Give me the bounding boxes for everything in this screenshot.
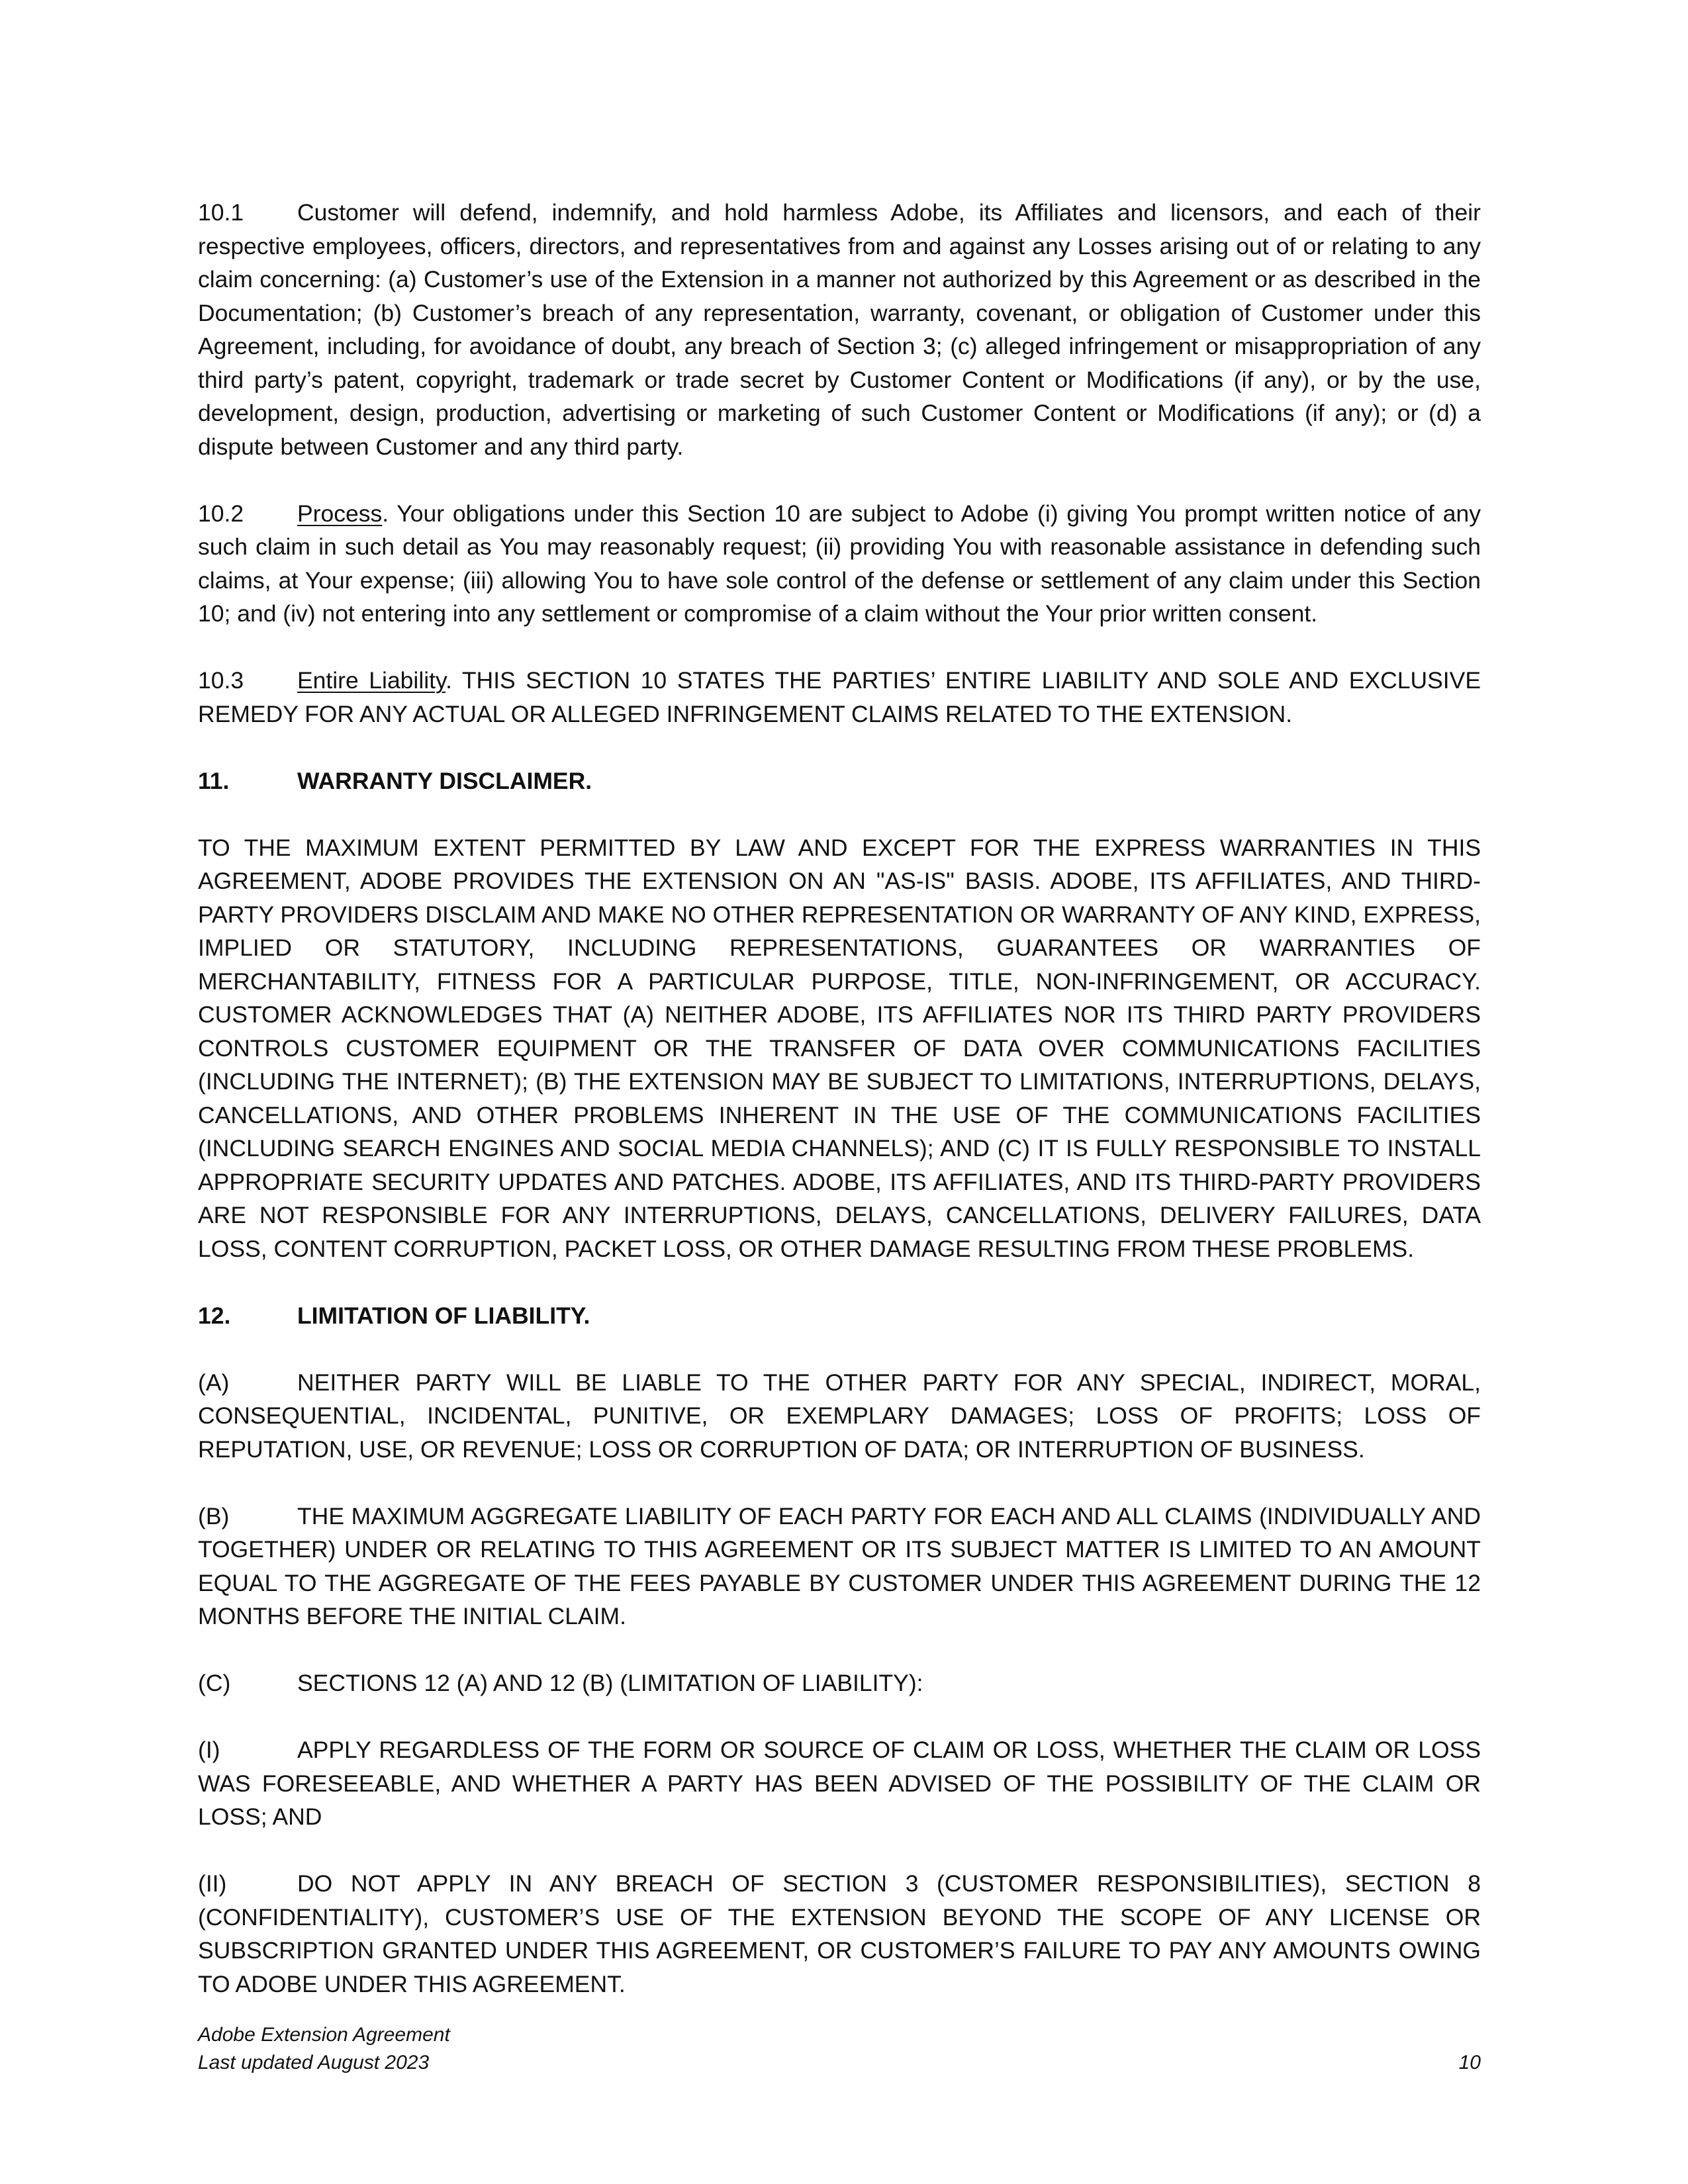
section-heading: WARRANTY DISCLAIMER. [297, 767, 592, 794]
section-number: 12. [198, 1302, 231, 1329]
section-text: Customer will defend, indemnify, and hold harmless Adobe, its Affiliates and licensors, and each of their respective employees, officers, directors, and representatives from and against any Losses arising out of or relating to any claim concerning: (a) Customer’s use of the Extension in a manner not authorized by this Agreement or as described in the Documentation; (b) Customer’s breach of any representation, warranty, covenant, or obligation of Customer under this Agreement, including, for avoidance of doubt, any breach of Section 3; (c) alleged infringement or misappropriation of any third party’s patent, copyright, trademark or trade secret by Customer Content or Modifications (if any), or by the use, development, design, production, advertising or marketing of such Customer Content or Modifications (if any); or (d) a dispute between Customer and any third party. [198, 199, 1481, 460]
section-title: Entire Liability [297, 667, 446, 694]
document-body [198, 196, 1481, 2034]
footer-last-updated: Last updated August 2023 [198, 2052, 430, 2073]
section-10-3 [198, 664, 1481, 731]
clause-12-b [198, 1500, 1481, 1633]
section-number: 11. [198, 767, 230, 794]
clause-12-a [198, 1366, 1481, 1467]
section-text: TO THE MAXIMUM EXTENT PERMITTED BY LAW AND EXCEPT FOR THE EXPRESS WARRANTIES IN THIS AGREEMENT, ADOBE PROVIDES THE EXTENSION ON AN "AS-IS" BASIS. ADOBE, ITS AFFILIATES, AND THIRD-PARTY PROVIDERS DISCLAIM AND MAKE NO OTHER REPRESENTATION OR WARRANTY OF ANY KIND, EXPRESS, IMPLIED OR STATUTORY, INCLUDING REPRESENTATIONS, GUARANTEES OR WARRANTIES OF MERCHANTABILITY, FITNESS FOR A PARTICULAR PURPOSE, TITLE, NON-INFRINGEMENT, OR ACCURACY. CUSTOMER ACKNOWLEDGES THAT (A) NEITHER ADOBE, ITS AFFILIATES NOR ITS THIRD PARTY PROVIDERS CONTROLS CUSTOMER EQUIPMENT OR THE TRANSFER OF DATA OVER COMMUNICATIONS FACILITIES (INCLUDING THE INTERNET); (B) THE EXTENSION MAY BE SUBJECT TO LIMITATIONS, INTERRUPTIONS, DELAYS, CANCELLATIONS, AND OTHER PROBLEMS INHERENT IN THE USE OF THE COMMUNICATIONS FACILITIES (INCLUDING SEARCH ENGINES AND SOCIAL MEDIA CHANNELS); AND (C) IT IS FULLY RESPONSIBLE TO INSTALL APPROPRIATE SECURITY UPDATES AND PATCHES. ADOBE, ITS AFFILIATES, AND ITS THIRD-PARTY PROVIDERS ARE NOT RESPONSIBLE FOR ANY INTERRUPTIONS, DELAYS, CANCELLATIONS, DELIVERY FAILURES, DATA LOSS, CONTENT CORRUPTION, PACKET LOSS, OR OTHER DAMAGE RESULTING FROM THESE PROBLEMS. [198, 834, 1481, 1262]
section-number: 10.2 [198, 500, 244, 527]
clause-number: (A) [198, 1369, 230, 1396]
clause-text: THE MAXIMUM AGGREGATE LIABILITY OF EACH PARTY FOR EACH AND ALL CLAIMS (INDIVIDUALLY AND TOGETHER) UNDER OR RELATING TO THIS AGREEMENT OR ITS SUBJECT MATTER IS LIMITED TO AN AMOUNT EQUAL TO THE AGGREGATE OF THE FEES PAYABLE BY CUSTOMER UNDER THIS AGREEMENT DURING THE 12 MONTHS BEFORE THE INITIAL CLAIM. [198, 1502, 1481, 1629]
section-heading: LIMITATION OF LIABILITY. [297, 1302, 590, 1329]
clause-12-c-ii [198, 1867, 1481, 2001]
clause-text: DO NOT APPLY IN ANY BREACH OF SECTION 3 (CUSTOMER RESPONSIBILITIES), SECTION 8 (CONFIDENTIALITY), CUSTOMER’S USE OF THE EXTENSION BEYOND THE SCOPE OF ANY LICENSE OR SUBSCRIPTION GRANTED UNDER THIS AGREEMENT, OR CUSTOMER’S FAILURE TO PAY ANY AMOUNTS OWING TO ADOBE UNDER THIS AGREEMENT. [198, 1870, 1481, 1997]
footer-document-title: Adobe Extension Agreement [198, 2024, 450, 2046]
section-10-2 [198, 497, 1481, 631]
clause-12-c-i [198, 1733, 1481, 1834]
clause-text: NEITHER PARTY WILL BE LIABLE TO THE OTHER PARTY FOR ANY SPECIAL, INDIRECT, MORAL, CONSEQUENTIAL, INCIDENTAL, PUNITIVE, OR EXEMPLARY DAMAGES; LOSS OF PROFITS; LOSS OF REPUTATION, USE, OR REVENUE; LOSS OR CORRUPTION OF DATA; OR INTERRUPTION OF BUSINESS. [198, 1369, 1481, 1463]
clause-12-c [198, 1666, 1481, 1700]
section-10-1 [198, 196, 1481, 463]
page-number: 10 [1458, 2052, 1481, 2073]
section-11-heading [198, 764, 1481, 798]
clause-number: (B) [198, 1502, 230, 1529]
clause-number: (C) [198, 1670, 231, 1696]
clause-text: APPLY REGARDLESS OF THE FORM OR SOURCE OF CLAIM OR LOSS, WHETHER THE CLAIM OR LOSS WAS FORESEEABLE, AND WHETHER A PARTY HAS BEEN ADVISED OF THE POSSIBILITY OF THE CLAIM OR LOSS; AND [198, 1737, 1481, 1830]
clause-number: (I) [198, 1737, 220, 1763]
clause-text: SECTIONS 12 (A) AND 12 (B) (LIMITATION OF LIABILITY): [297, 1670, 923, 1696]
section-text: . THIS SECTION 10 STATES THE PARTIES’ ENTIRE LIABILITY AND SOLE AND EXCLUSIVE REMEDY FOR ANY ACTUAL OR ALLEGED INFRINGEMENT CLAIMS RELATED TO THE EXTENSION. [198, 667, 1481, 727]
section-number: 10.3 [198, 667, 244, 694]
section-12-heading [198, 1299, 1481, 1333]
section-title: Process [297, 500, 383, 527]
clause-number: (II) [198, 1870, 227, 1897]
page-footer [198, 2021, 1481, 2077]
warranty-disclaimer-text [198, 831, 1481, 1266]
section-text: . Your obligations under this Section 10 are subject to Adobe (i) giving You prompt written notice of any such claim in such detail as You may reasonably request; (ii) providing You with reasonable assistance in defending such claims, at Your expense; (iii) allowing You to have sole control of the defense or settlement of any claim under this Section 10; and (iv) not entering into any settlement or compromise of a claim without the Your prior written consent. [198, 500, 1481, 627]
section-number: 10.1 [198, 199, 244, 226]
